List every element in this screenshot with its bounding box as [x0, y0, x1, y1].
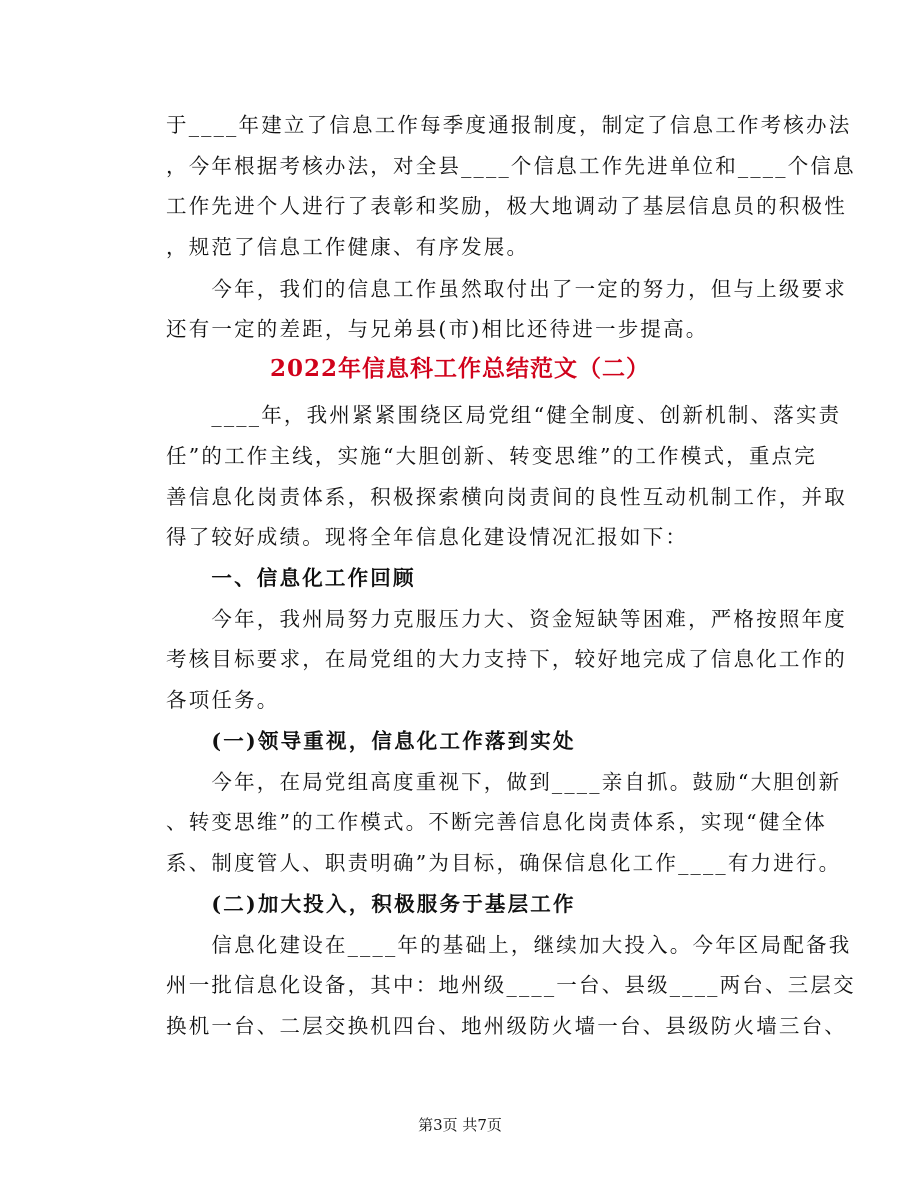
paragraph-line: 任”的工作主线，实施“大胆创新、转变思维”的工作模式，重点完 — [166, 444, 817, 468]
paragraph-line: 今年，在局党组高度重视下，做到____亲自抓。鼓励“大胆创新 — [166, 770, 842, 794]
page-number-footer: 第3页 共7页 — [418, 1116, 502, 1134]
paragraph-line: 善信息化岗责体系，积极探索横向岗责间的良性互动机制工作，并取 — [166, 485, 847, 509]
heading-investment: (二)加大投入，积极服务于基层工作 — [166, 892, 576, 916]
paragraph-line: ____年，我州紧紧围绕区局党组“健全制度、创新机制、落实责 — [166, 403, 842, 427]
paragraph-line: 今年，我州局努力克服压力大、资金短缺等困难，严格按照年度 — [166, 607, 847, 631]
paragraph-line: 工作先进个人进行了表彰和奖励，极大地调动了基层信息员的积极性 — [166, 194, 847, 218]
paragraph-line: 州一批信息化设备，其中：地州级____一台、县级____两台、三层交 — [166, 973, 856, 997]
paragraph-line: 系、制度管人、职责明确”为目标，确保信息化工作____有力进行。 — [166, 851, 842, 875]
paragraph-line: 还有一定的差距，与兄弟县(市)相比还待进一步提高。 — [166, 317, 709, 341]
paragraph-line: ，今年根据考核办法，对全县____个信息工作先进单位和____个信息 — [166, 154, 856, 178]
paragraph-line: ，规范了信息工作健康、有序发展。 — [166, 235, 530, 259]
section-title: 2022年信息科工作总结范文（二） — [269, 355, 650, 382]
heading-leadership: (一)领导重视，信息化工作落到实处 — [166, 729, 576, 753]
paragraph-line: 各项任务。 — [166, 688, 280, 712]
paragraph-line: 得了较好成绩。现将全年信息化建设情况汇报如下： — [166, 525, 689, 549]
paragraph-line: 于____年建立了信息工作每季度通报制度，制定了信息工作考核办法 — [166, 113, 852, 137]
paragraph-line: 考核目标要求，在局党组的大力支持下，较好地完成了信息化工作的 — [166, 647, 847, 671]
paragraph-line: 、转变思维”的工作模式。不断完善信息化岗责体系，实现“健全体 — [166, 810, 827, 834]
heading-review: 一、信息化工作回顾 — [166, 566, 416, 590]
paragraph-line: 信息化建设在____年的基础上，继续加大投入。今年区局配备我 — [166, 933, 852, 957]
paragraph-line: 换机一台、二层交换机四台、地州级防火墙一台、县级防火墙三台、 — [166, 1014, 847, 1038]
paragraph-line: 今年，我们的信息工作虽然取付出了一定的努力，但与上级要求 — [166, 277, 847, 301]
